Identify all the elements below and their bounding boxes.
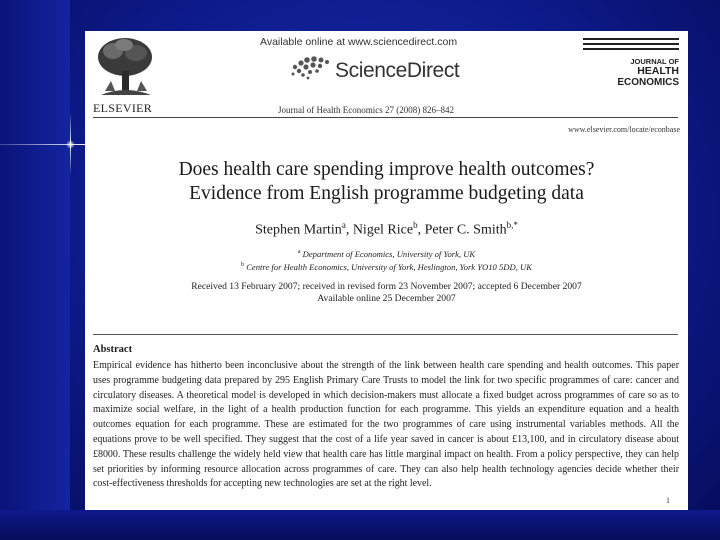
author-affiliation-mark: b,*	[506, 220, 518, 230]
affiliation-a	[85, 249, 688, 259]
journal-logo-line1: JOURNAL OF	[630, 57, 679, 66]
paper-title	[85, 158, 688, 206]
journal-reference: Journal of Health Economics 27 (2008) 826–842	[278, 105, 454, 115]
author-name: Stephen Martin	[255, 222, 342, 238]
author-separator: ,	[345, 222, 353, 238]
affiliation-b	[85, 262, 688, 272]
page-number: 1	[666, 496, 670, 505]
abstract-text: Empirical evidence has hitherto been inconclusive about the strength of the link between health care spending and health outcomes. This paper uses programme budgeting data prepared by 295 English Primary Care Trusts to model the link for two specific programmes of care: cancer and circulatory diseases. A theoretical model is developed in which decision-makers must allocate a fixed budget across programmes of care so as to maximize social welfare, in the light of a health production function for each programme. This yields an expenditure equation and a health outcomes equation for each programme. These are estimated for the two programmes of care using instrumental variables methods. All the equations prove to be well specified. They suggest that the cost of a life year saved in cancer is about £13,100, and in circulatory disease about £8000. These results challenge the widely held view that health care has little marginal impact on health. From a policy perspective, they can help set priorities by informing resource allocation across programmes of care. They can also help health technology agencies decide whether their cost-effectiveness thresholds for accepting new technologies are set at the right level.	[93, 360, 679, 490]
author-affiliation-mark: b	[413, 220, 418, 230]
journal-logo-line2: HEALTH	[637, 65, 679, 77]
abstract-rule	[93, 334, 678, 335]
affiliation-text: Department of Economics, University of York, UK	[302, 249, 476, 259]
author-name: Nigel Rice	[352, 222, 414, 238]
elsevier-tree-logo	[93, 35, 157, 99]
journal-logo-line3: ECONOMICS	[617, 77, 679, 88]
author-list	[85, 220, 688, 239]
article-dates	[85, 281, 688, 305]
slide-bottom-band	[0, 510, 720, 540]
affiliation-text: Centre for Health Economics, University of York, Heslington, York YO10 5DD, UK	[246, 262, 532, 272]
available-online-text: Available online at www.sciencedirect.com	[260, 36, 458, 48]
received-dates: Received 13 February 2007; received in revised form 23 November 2007; accepted 6 December 2007	[191, 281, 582, 292]
available-online-date: Available online 25 December 2007	[317, 293, 456, 304]
author-separator: ,	[417, 222, 425, 238]
author-affiliation-mark: a	[341, 220, 346, 230]
affiliation-mark: b	[241, 262, 245, 269]
journal-logo	[583, 57, 679, 88]
paper-page	[85, 31, 688, 510]
author-name: Peter C. Smith	[424, 222, 507, 238]
slide-left-band	[0, 0, 70, 540]
journal-url: www.elsevier.com/locate/econbase	[568, 125, 680, 134]
publisher-name: ELSEVIER	[93, 101, 153, 115]
paper-title-line1: Does health care spending improve health outcomes?	[178, 159, 595, 180]
sciencedirect-dots-icon	[287, 53, 332, 83]
abstract-heading: Abstract	[93, 344, 133, 355]
sciencedirect-wordmark: ScienceDirect	[335, 59, 460, 82]
journal-logo-rules	[583, 38, 679, 53]
header-rule	[93, 117, 678, 118]
paper-title-line2: Evidence from English programme budgeting data	[189, 183, 584, 204]
slide-decor-star	[66, 140, 75, 149]
affiliation-mark: a	[297, 249, 301, 256]
